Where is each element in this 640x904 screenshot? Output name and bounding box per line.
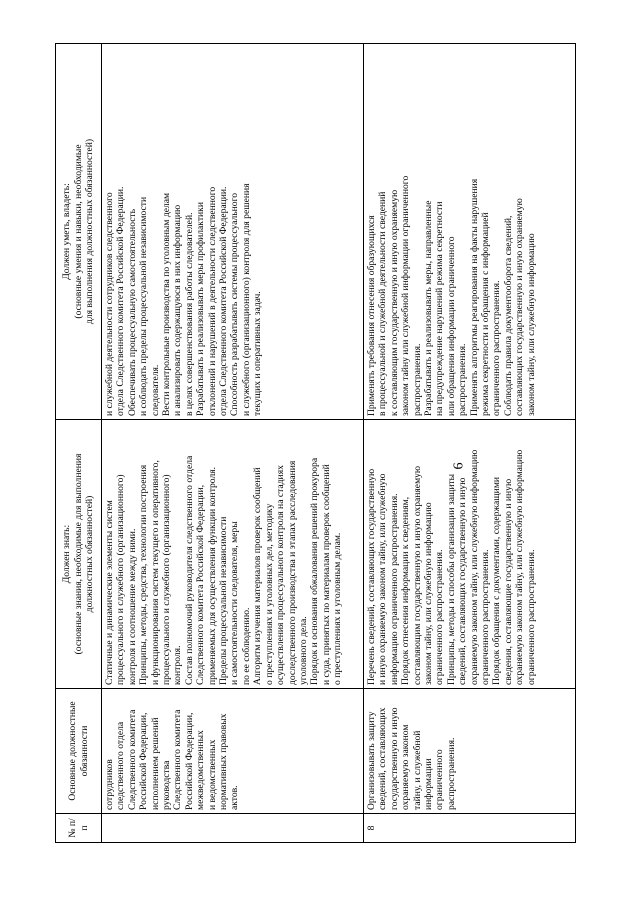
text-line: Пределы процессуальной независимости <box>218 516 230 685</box>
text-line: следственного отдела <box>115 721 127 810</box>
text-line: о преступлениях и уголовных дел, методику <box>263 503 275 685</box>
text-line: должностных обязанностей) <box>84 495 96 613</box>
rotated-table-container <box>55 43 575 843</box>
text-line: тайну, и служебной <box>411 730 423 810</box>
text-line: текущих и оперативных задач. <box>252 291 264 416</box>
text-line: межведомственных <box>195 730 207 810</box>
text-line: исполнением решений <box>149 717 161 810</box>
text-line: о преступлениях и уголовным делам. <box>332 532 344 685</box>
text-line: доследственного производства и этапах расследования <box>286 460 298 685</box>
text-line: процессуального и служебного (организационного) <box>161 474 173 685</box>
text-line: осуществления процессуального контроля на стадиях <box>275 465 287 685</box>
text-line: Обеспечивать процессуальную самостоятельность <box>126 208 138 416</box>
header-skills <box>56 44 102 420</box>
text-line: Применять требования отнесения образующихся <box>366 215 377 416</box>
text-line: Должен уметь, владеть: <box>61 183 73 280</box>
text-line: законом тайну или служебной информации ограниченного <box>400 175 412 416</box>
text-line: уголовного дела. <box>297 616 309 685</box>
row1-knowledge <box>102 420 364 689</box>
row1-duties <box>102 689 364 814</box>
text-line: законом тайну, или служебную информацию <box>525 233 537 416</box>
text-line: ограниченного распространения. <box>491 280 503 416</box>
text-line: (основные знания, необходимые для выполнения <box>72 453 84 655</box>
row1-skills <box>102 44 364 420</box>
text-line: Вести контрольные производства по уголовным делам <box>161 192 173 416</box>
text-line: Российской Федерации, <box>183 712 195 810</box>
text-line: применяемых для осуществления функции контроля. <box>206 466 218 685</box>
text-line: распространения. <box>411 343 423 416</box>
text-line: к составляющим государственную и иную охраняемую <box>388 189 400 416</box>
text-line: законом тайну, или служебную информацию <box>423 502 435 685</box>
text-line: охраняемую законом тайну, или служебную информацию <box>468 449 480 685</box>
text-line: отдела Следственного комитета Российской Федерации. <box>218 186 230 416</box>
text-line: Должен знать: <box>61 524 73 584</box>
text-line: Следственного комитета Российской Федерации, <box>195 484 207 685</box>
text-line: охраняемую законом <box>400 724 412 810</box>
text-line: ограниченного распространения. <box>480 549 492 685</box>
text-line: процессуального и служебного (организационного) <box>115 474 127 685</box>
text-line: составляющим государственную и иную охраняемую <box>411 465 423 685</box>
table-row <box>102 44 364 843</box>
text-line: Организовывать защиту <box>366 711 377 810</box>
text-line: Российской Федерации, <box>138 712 150 810</box>
text-line: Порядок обращения с документами, содержащими <box>491 476 503 685</box>
text-line: сведения, составляющие государственную и иную <box>502 478 514 685</box>
text-line: Соблюдать правила документооборота сведений, <box>502 215 514 416</box>
text-line: или обращения информации ограниченного <box>445 236 457 416</box>
text-line: составляющих государственную и иную охраняемую <box>514 198 526 416</box>
text-line: режима секретности и обращения с информацией <box>480 212 492 416</box>
text-line: Разрабатывать и реализовывать меры профилактики <box>195 202 207 416</box>
text-line: для выполнения должностных обязанностей) <box>84 138 96 325</box>
text-line: на предупреждение нарушений режима секретности <box>434 201 446 416</box>
header-num: № п/п <box>56 814 102 843</box>
table-header-row <box>56 44 102 843</box>
text-line: отдела Следственного комитета Российской Федерации. <box>115 186 127 416</box>
competency-table <box>55 43 576 843</box>
text-line: сведений, составляющих государственную и иную <box>457 477 469 685</box>
text-line: Следственного комитета <box>126 709 138 810</box>
text-line: Состав полномочий руководителя следственного отдела <box>183 455 195 685</box>
text-line: в целях совершенствования работы следователей. <box>183 212 195 416</box>
text-line: и функционирования систем текущего и оперативного, <box>149 460 161 685</box>
text-line: Перечень сведений, составляющих государственную <box>366 468 377 685</box>
text-line: и самостоятельности следователя, меры <box>229 521 241 685</box>
text-line: Применять алгоритмы реагирования на факты нарушения <box>468 178 480 416</box>
text-line: отклонений и нарушений в деятельности следственного <box>206 186 218 416</box>
text-line: и соблюдать пределы процессуальной независимости <box>138 196 150 416</box>
text-line: ограниченного распространения. <box>434 549 446 685</box>
text-line: Принципы, методы и способы организации защиты <box>445 473 457 685</box>
text-line: информацию ограниченного распространения. <box>388 493 400 685</box>
text-line: и анализировать содержащуюся в них информацию <box>172 204 184 416</box>
text-line: по ее соблюдению. <box>240 607 252 685</box>
text-line: распространения. <box>445 737 457 810</box>
text-line: и суда, принятых по материалам проверок сообщений <box>320 464 332 685</box>
text-line: распространения. <box>457 343 469 416</box>
row1-num <box>102 814 364 843</box>
text-line: Разрабатывать и реализовывать меры, направленные <box>423 200 435 416</box>
text-line: и иную охраняемую законом тайну, или служебную <box>377 473 389 685</box>
text-line: (основные умения и навыки, необходимые <box>72 144 84 319</box>
header-duties: Основные должностные обязанности <box>56 689 102 814</box>
text-line: Следственного комитета <box>172 709 184 810</box>
text-line: Способность разрабатывать системы процессуального <box>229 192 241 416</box>
text-line: и служебной деятельности сотрудников следственного <box>104 192 115 416</box>
text-line: сотрудников <box>104 759 115 810</box>
row2-duties <box>364 689 576 814</box>
text-line: и служебного (организационного) контроля для решения <box>240 183 252 416</box>
text-line: нормативных правовых <box>218 713 230 810</box>
table-row <box>364 44 576 843</box>
text-line: актов. <box>229 785 241 810</box>
text-line: ограниченного распространения. <box>525 549 537 685</box>
text-line: контроля. <box>172 645 184 685</box>
text-line: сведений, составляющих <box>377 707 389 810</box>
text-line: Принципы, методы, средства, технологии построения <box>138 464 150 685</box>
text-line: следователя. <box>149 364 161 416</box>
text-line: контроля и соотношение между ними. <box>126 528 138 685</box>
page-number: 6 <box>451 462 467 470</box>
text-line: и ведомственных <box>206 739 218 810</box>
text-line: Порядок отнесения информации к сведениям, <box>400 496 412 685</box>
row2-skills <box>364 44 576 420</box>
row2-num: 8 <box>364 814 576 843</box>
text-line: Статичные и динамические элементы систем <box>104 500 115 685</box>
text-line: в процессуальной и служебной деятельности сведений <box>377 191 389 416</box>
text-line: охраняемую законом тайну, или служебную информацию <box>514 449 526 685</box>
text-line: ограниченного <box>434 749 446 810</box>
text-line: государственную и иную <box>388 707 400 810</box>
text-line: Порядок и основания обжалования решений прокурора <box>309 457 321 685</box>
header-knowledge <box>56 420 102 689</box>
text-line: информации <box>423 758 435 810</box>
row2-knowledge <box>364 420 576 689</box>
text-line: руководства <box>161 760 173 810</box>
text-line: Алгоритм изучения материалов проверок сообщений <box>252 467 264 685</box>
